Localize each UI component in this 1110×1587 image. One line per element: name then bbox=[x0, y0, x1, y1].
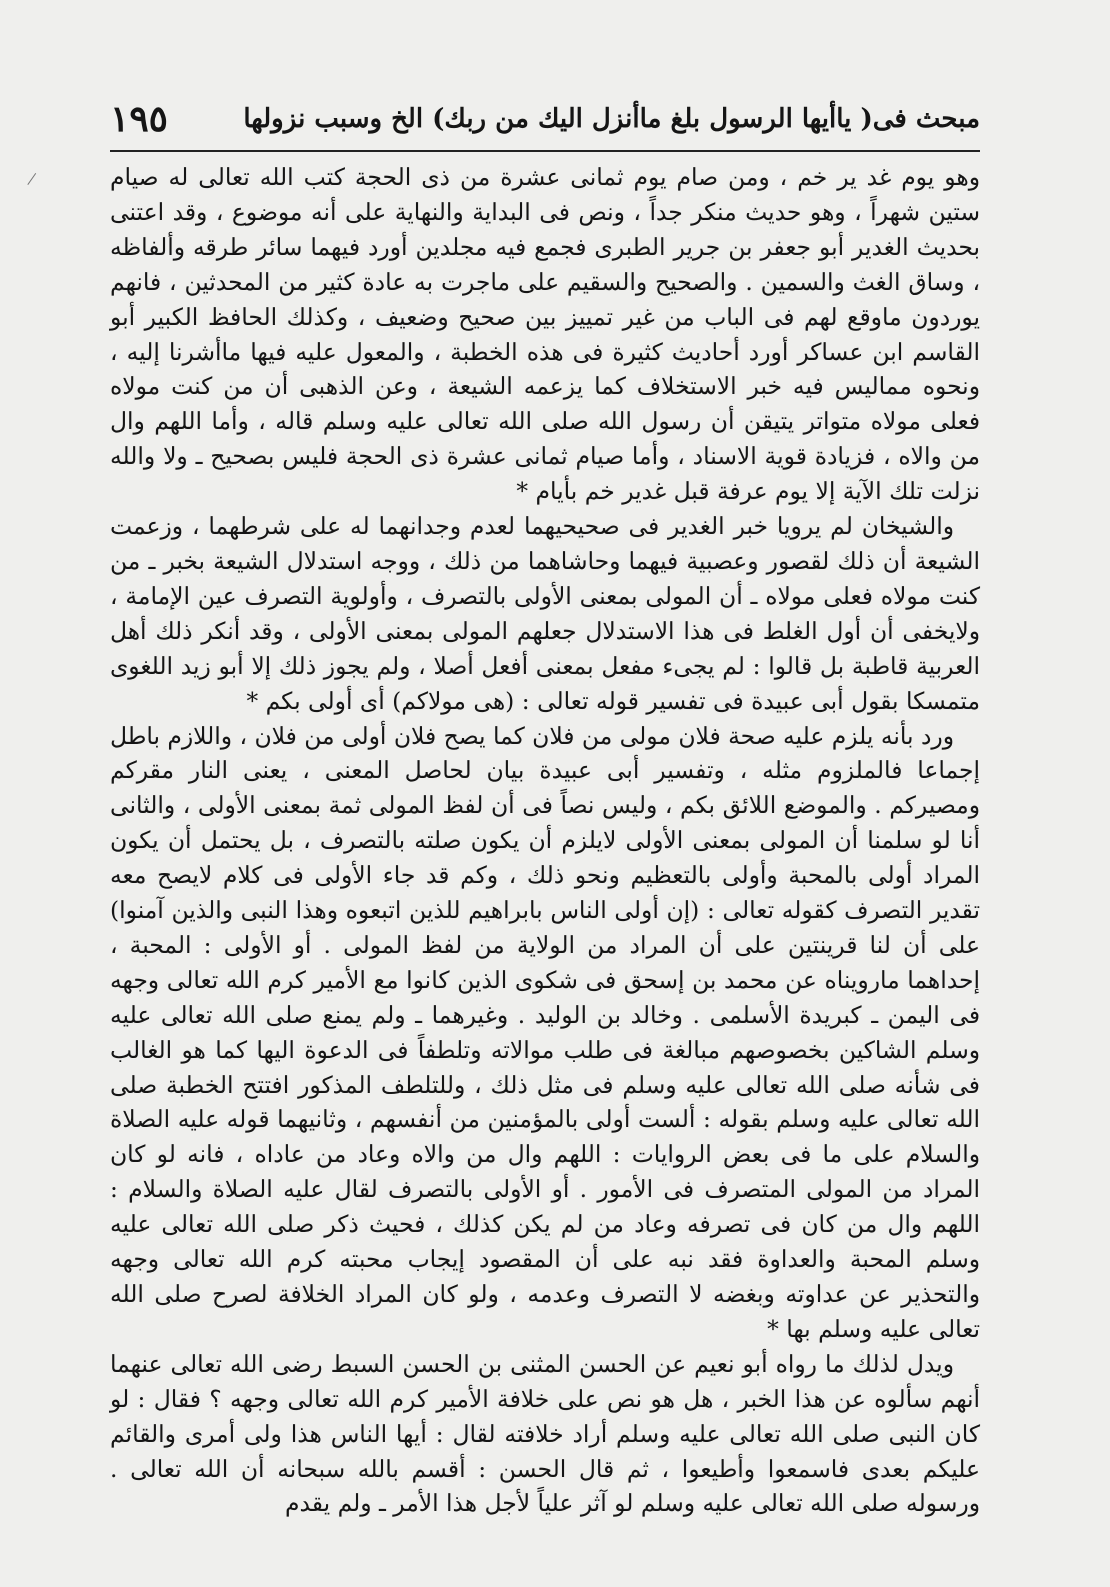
header-rule bbox=[110, 150, 980, 152]
margin-pencil-mark bbox=[27, 173, 47, 193]
paragraph: وهو يوم غد ير خم ، ومن صام يوم ثمانى عشرة من ذى الحجة كتب الله تعالى له صيام ستين شهراً ، وهو حديث منكر جداً ، ونص فى البداية والنهاية على أنه موضوع ، وقد اعتنى بحديث الغدير أبو جعفر بن جرير الطبرى فجمع فيه مجلدين أورد فيهما سائر طرقه وألفاظه ، وساق الغث والسمين . والصحيح والسقيم على ماجرت به عادة كثير من المحدثين ، فانهم يوردون ماوقع لهم فى الباب من غير تمييز بين صحيح وضعيف ، وكذلك الحافظ الكبير أبو القاسم ابن عساكر أورد أحاديث كثيرة فى هذه الخطبة ، والمعول عليه فيها ماأشرنا إليه ، ونحوه مماليس فيه خبر الاستخلاف كما يزعمه الشيعة ، وعن الذهبى أن من كنت مولاه فعلى مولاه متواتر يتيقن أن رسول الله صلى الله تعالى عليه وسلم قاله ، وأما اللهم وال من والاه ، فزيادة قوية الاسناد ، وأما صيام ثمانى عشرة ذى الحجة فليس بصحيح ـ ولا والله نزلت تلك الآية إلا يوم عرفة قبل غدير خم بأيام * bbox=[110, 163, 980, 506]
page-body bbox=[110, 160, 980, 1577]
paragraph: ويدل لذلك ما رواه أبو نعيم عن الحسن المثنى بن الحسن السبط رضى الله تعالى عنهما أنهم سألوه عن هذا الخبر ، هل هو نص على خلافة الأمير كرم الله تعالى وجهه ؟ فقال : لو كان النبى صلى الله تعالى عليه وسلم أراد خلافته لقال : أيها الناس هذا ولى أمرى والقائم عليكم بعدى فاسمعوا وأطيعوا ، ثم قال الحسن : أقسم بالله سبحانه أن الله تعالى . ورسوله صلى الله تعالى عليه وسلم لو آثر علياً لأجل هذا الأمر ـ ولم يقدم bbox=[110, 1349, 980, 1518]
paragraph: والشيخان لم يرويا خبر الغدير فى صحيحيهما لعدم وجدانهما له على شرطهما ، وزعمت الشيعة أن ذلك لقصور وعصبية فيهما وحاشاهما من ذلك ، ووجه استدلال الشيعة بخبر ـ من كنت مولاه فعلى مولاه ـ أن المولى بمعنى الأولى بالتصرف ، وأولوية التصرف عين الإمامة ، ولايخفى أن أول الغلط فى هذا الاستدلال جعلهم المولى بمعنى الأولى ، وقد أنكر ذلك أهل العربية قاطبة بل قالوا : لم يجىء مفعل بمعنى أفعل أصلا ، ولم يجوز ذلك إلا أبو زيد اللغوى متمسكا بقول أبى عبيدة فى تفسير قوله تعالى : (هى مولاكم) أى أولى بكم * bbox=[110, 512, 980, 715]
page-header bbox=[110, 96, 980, 142]
paragraph: ورد بأنه يلزم عليه صحة فلان مولى من فلان كما يصح فلان أولى من فلان ، واللازم باطل إجماعا فالملزوم مثله ، وتفسير أبى عبيدة بيان لحاصل المعنى ، يعنى النار مقركم ومصيركم . والموضع اللائق بكم ، وليس نصاً فى أن لفظ المولى ثمة بمعنى الأولى ، والثانى أنا لو سلمنا أن المولى بمعنى الأولى لايلزم أن يكون صلته بالتصرف ، بل يحتمل أن يكون المراد أولى بالمحبة وأولى بالتعظيم ونحو ذلك ، وكم قد جاء الأولى فى كلام لايصح معه تقدير التصرف كقوله تعالى : (إن أولى الناس بابراهيم للذين اتبعوه وهذا النبى والذين آمنوا) على أن لنا قرينتين على أن المراد من الولاية من لفظ المولى . أو الأولى : المحبة ، إحداهما مارويناه عن محمد بن إسحق فى شكوى الذين كانوا مع الأمير كرم الله تعالى وجهه فى اليمن ـ كبريدة الأسلمى . وخالد بن الوليد . وغيرهما ـ ولم يمنع صلى الله تعالى عليه وسلم الشاكين بخصوصهم مبالغة فى طلب موالاته وتلطفاً فى الدعوة اليها كما هو الغالب فى شأنه صلى الله تعالى عليه وسلم فى مثل ذلك ، وللتلطف المذكور افتتح الخطبة صلى الله تعالى عليه وسلم بقوله : ألست أولى بالمؤمنين من أنفسهم ، وثانيهما قوله عليه الصلاة والسلام على ما فى بعض الروايات : اللهم وال من والاه وعاد من عاداه ، فانه لو كان المراد من المولى المتصرف فى الأمور . أو الأولى بالتصرف لقال عليه الصلاة والسلام : اللهم وال من كان فى تصرفه وعاد من لم يكن كذلك ، فحيث ذكر صلى الله تعالى عليه وسلم المحبة والعداوة فقد نبه على أن المقصود إيجاب محبته كرم الله تعالى وجهه والتحذير عن عداوته وبغضه لا التصرف وعدمه ، ولو كان المراد الخلافة لصرح صلى الله تعالى عليه وسلم بها * bbox=[110, 721, 980, 1343]
page-number: ١٩٥ bbox=[110, 98, 169, 140]
running-title: مبحث فى( ياأيها الرسول بلغ ماأنزل اليك من ربك) الخ وسبب نزولها bbox=[243, 104, 980, 134]
